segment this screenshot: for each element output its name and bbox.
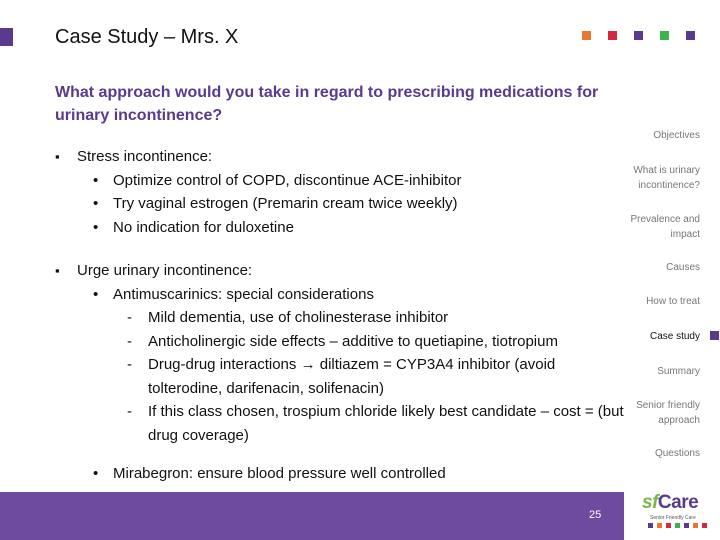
logo-dot [666,523,671,528]
stress-item: • No indication for duloxetine [55,216,625,240]
logo-dot [702,523,707,528]
logo-dot [693,523,698,528]
active-section-marker [710,331,719,340]
footer-bar [0,492,624,540]
stress-item: • Optimize control of COPD, discontinue ACE-inhibitor [55,169,625,193]
logo-care-text: Care [657,492,699,513]
nav-item-senior-friendly[interactable]: Senior friendly approach [636,400,700,426]
deco-square [660,31,669,40]
sfcare-logo [640,492,720,540]
deco-square [608,31,617,40]
urge-heading: ▪ Urge urinary incontinence: [55,259,625,283]
logo-dot [657,523,662,528]
corner-accent-mark [0,28,13,46]
nav-item-summary[interactable]: Summary [657,366,700,377]
logo-dots [648,523,707,528]
deco-square [634,31,643,40]
nav-item-what-is-ui[interactable]: What is urinary incontinence? [633,165,700,191]
logo-subtitle: Senior Friendly Care [650,515,696,521]
consideration-item: - If this class chosen, trospium chloride likely best candidate – cost = (but drug coverage) [55,400,625,447]
nav-item-questions[interactable]: Questions [654,448,700,459]
case-question: What approach would you take in regard to prescribing medications for urinary incontinence? [55,84,599,124]
nav-item-causes[interactable]: Causes [666,262,700,273]
logo-dot [675,523,680,528]
nav-item-prevalence[interactable]: Prevalence and impact [630,214,700,240]
logo-dot [648,523,653,528]
deco-square [686,31,695,40]
consideration-item: - Drug-drug interactions → diltiazem = CYP3A4 inhibitor (avoid tolterodine, darifenacin, solifenacin) [55,353,625,400]
consideration-item: - Anticholinergic side effects – additive to quetiapine, tiotropium [55,330,625,354]
nav-item-objectives[interactable]: Objectives [653,130,700,141]
slide-content [55,145,625,486]
consideration-item: - Mild dementia, use of cholinesterase inhibitor [55,306,625,330]
logo-dot [684,523,689,528]
page-number: 25 [589,509,602,521]
stress-heading: ▪ Stress incontinence: [55,145,625,169]
decorative-squares [582,31,695,40]
antimuscarinics-item: • Antimuscarinics: special considerations [55,283,625,307]
nav-item-how-to-treat[interactable]: How to treat [646,296,700,307]
slide-title: Case Study – Mrs. X [55,26,239,48]
nav-item-case-study[interactable]: Case study [649,331,700,342]
mirabegron-item: • Mirabegron: ensure blood pressure well controlled [55,462,625,486]
deco-square [582,31,591,40]
stress-item: • Try vaginal estrogen (Premarin cream twice weekly) [55,192,625,216]
logo-sf-text: sf [642,492,658,513]
